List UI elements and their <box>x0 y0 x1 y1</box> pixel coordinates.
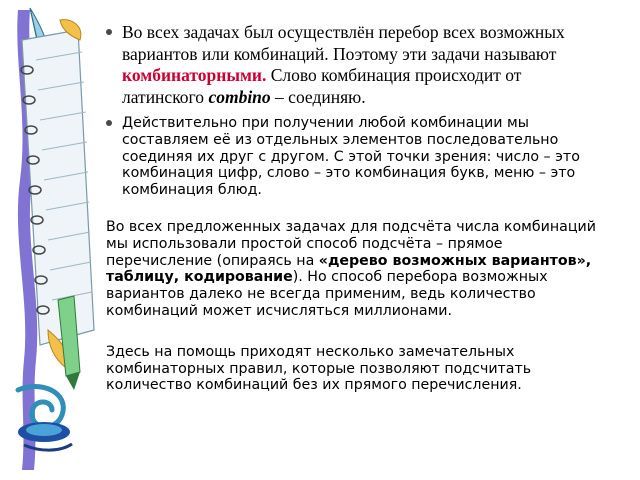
bullet1-text-mid: Слово комбинация происходит от латинского <box>122 65 522 107</box>
latin-word: combino <box>208 86 271 107</box>
bullet-combinatorics <box>106 22 606 108</box>
bullet2-text: Действительно при получении любой комбинации мы составляем её из отдельных элементов последовательно соединяя их друг с другом. С этой точки зрения: число – это комбинация цифр, слово – это комбинация букв, меню – это комбинация блюд. <box>122 115 580 199</box>
bullet-marker <box>106 120 112 126</box>
para1-text-end: ). Но способ перебора возможных вариантов далеко не всегда применим, ведь количество комбинаций может исчисляться миллионами. <box>106 269 548 319</box>
paragraph-enumeration <box>106 219 606 320</box>
para1-bold-methods: «дерево возможных вариантов», таблицу, кодирование <box>106 252 592 286</box>
para1-text-start: Во всех предложенных задачах для подсчёта числа комбинаций мы использовали простой способ подсчёта – прямое перечисление (опираясь на <box>106 218 596 269</box>
bullet1-text-start: Во всех задачах был осуществлён перебор всех возможных вариантов или комбинаций. Поэтому эти задачи называют <box>122 22 565 64</box>
bullet1-text-end: – соединяю. <box>270 86 366 107</box>
paragraph-combinatorial-rules <box>106 344 606 394</box>
text-content <box>106 22 606 394</box>
notebook-and-ribbon-illustration <box>0 0 120 480</box>
bullet-marker <box>106 29 112 35</box>
combinatorial-term: комбинаторными. <box>122 65 267 85</box>
bullet-combination-definition <box>106 115 606 199</box>
para2-text: Здесь на помощь приходят несколько замечательных комбинаторных правил, которые позволяют подсчитать количество комбинаций без их прямого перечисления. <box>106 343 532 394</box>
